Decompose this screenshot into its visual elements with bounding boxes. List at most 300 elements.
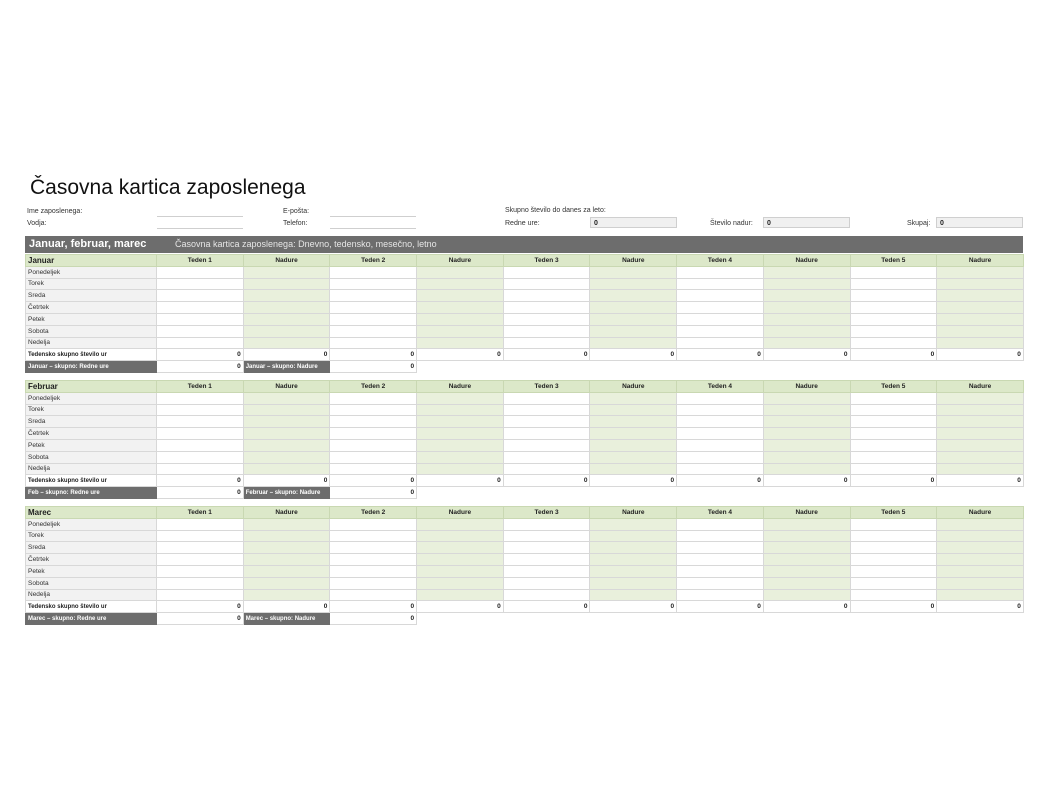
column-header: Nadure (243, 507, 330, 519)
hours-cell[interactable] (850, 266, 937, 278)
overtime-cell[interactable] (243, 565, 330, 577)
hours-cell[interactable] (157, 530, 244, 542)
day-label: Nedelja (26, 589, 157, 601)
overtime-cell[interactable] (590, 392, 677, 404)
hours-cell[interactable] (157, 290, 244, 302)
overtime-cell[interactable] (937, 451, 1024, 463)
hours-cell[interactable] (157, 278, 244, 290)
email-field[interactable] (330, 208, 416, 217)
hours-cell[interactable] (677, 542, 764, 554)
hours-cell[interactable] (677, 463, 764, 475)
hours-cell[interactable] (677, 530, 764, 542)
overtime-cell[interactable] (243, 451, 330, 463)
overtime-cell[interactable] (590, 404, 677, 416)
day-label: Sreda (26, 416, 157, 428)
overtime-cell[interactable] (417, 518, 504, 530)
ytd-regular-label: Redne ure: (505, 220, 540, 227)
ytd-regular-value: 0 (590, 217, 677, 228)
day-label: Sobota (26, 451, 157, 463)
hours-cell[interactable] (677, 278, 764, 290)
overtime-cell[interactable] (243, 392, 330, 404)
hours-cell[interactable] (503, 404, 590, 416)
day-label: Ponedeljek (26, 392, 157, 404)
overtime-cell[interactable] (590, 290, 677, 302)
hours-cell[interactable] (677, 416, 764, 428)
hours-cell[interactable] (503, 451, 590, 463)
hours-cell[interactable] (677, 554, 764, 566)
weekly-total-value: 0 (243, 349, 330, 361)
overtime-cell[interactable] (590, 416, 677, 428)
overtime-cell[interactable] (243, 589, 330, 601)
overtime-cell[interactable] (590, 463, 677, 475)
hours-cell[interactable] (503, 313, 590, 325)
overtime-cell[interactable] (243, 416, 330, 428)
hours-cell[interactable] (850, 542, 937, 554)
hours-cell[interactable] (330, 290, 417, 302)
overtime-cell[interactable] (763, 290, 850, 302)
overtime-cell[interactable] (590, 428, 677, 440)
overtime-cell[interactable] (763, 451, 850, 463)
hours-cell[interactable] (157, 518, 244, 530)
page-title: Časovna kartica zaposlenega (30, 176, 306, 199)
hours-cell[interactable] (850, 518, 937, 530)
overtime-cell[interactable] (417, 428, 504, 440)
overtime-cell[interactable] (417, 577, 504, 589)
hours-cell[interactable] (157, 404, 244, 416)
overtime-cell[interactable] (763, 337, 850, 349)
column-header: Teden 4 (677, 507, 764, 519)
day-label: Torek (26, 530, 157, 542)
day-label: Četrtek (26, 302, 157, 314)
column-header: Teden 3 (503, 507, 590, 519)
table-row (26, 416, 1024, 428)
hours-cell[interactable] (330, 451, 417, 463)
employee-name-field[interactable] (157, 208, 243, 217)
month-name: Marec (26, 507, 157, 519)
table-row (26, 463, 1024, 475)
hours-cell[interactable] (503, 554, 590, 566)
hours-cell[interactable] (677, 392, 764, 404)
hours-cell[interactable] (503, 428, 590, 440)
hours-cell[interactable] (330, 416, 417, 428)
hours-cell[interactable] (677, 518, 764, 530)
overtime-cell[interactable] (763, 392, 850, 404)
overtime-cell[interactable] (937, 565, 1024, 577)
hours-cell[interactable] (850, 302, 937, 314)
hours-cell[interactable] (503, 542, 590, 554)
hours-cell[interactable] (850, 589, 937, 601)
hours-cell[interactable] (677, 302, 764, 314)
day-label: Ponedeljek (26, 266, 157, 278)
hours-cell[interactable] (677, 589, 764, 601)
overtime-cell[interactable] (937, 404, 1024, 416)
overtime-cell[interactable] (590, 554, 677, 566)
quarter-subtitle: Časovna kartica zaposlenega: Dnevno, tedensko, mesečno, letno (175, 239, 437, 249)
weekly-total-value: 0 (243, 601, 330, 613)
hours-cell[interactable] (330, 439, 417, 451)
overtime-cell[interactable] (417, 565, 504, 577)
hours-cell[interactable] (157, 337, 244, 349)
weekly-total-value: 0 (763, 475, 850, 487)
hours-cell[interactable] (850, 577, 937, 589)
column-header: Teden 2 (330, 507, 417, 519)
hours-cell[interactable] (677, 266, 764, 278)
overtime-cell[interactable] (417, 266, 504, 278)
column-header: Nadure (763, 507, 850, 519)
overtime-cell[interactable] (590, 266, 677, 278)
hours-cell[interactable] (677, 439, 764, 451)
hours-cell[interactable] (503, 302, 590, 314)
table-row (26, 313, 1024, 325)
column-header: Teden 2 (330, 381, 417, 393)
overtime-cell[interactable] (763, 325, 850, 337)
weekly-total-label: Tedensko skupno število ur (26, 475, 157, 487)
overtime-cell[interactable] (590, 439, 677, 451)
manager-field[interactable] (157, 220, 243, 229)
overtime-cell[interactable] (763, 589, 850, 601)
day-label: Sreda (26, 542, 157, 554)
overtime-cell[interactable] (937, 439, 1024, 451)
overtime-cell[interactable] (937, 392, 1024, 404)
overtime-cell[interactable] (590, 337, 677, 349)
overtime-cell[interactable] (763, 313, 850, 325)
overtime-total-label: Januar – skupno: Nadure (243, 361, 330, 373)
quarter-band (25, 236, 1023, 253)
day-label: Sobota (26, 325, 157, 337)
hours-cell[interactable] (330, 530, 417, 542)
day-label: Nedelja (26, 463, 157, 475)
overtime-cell[interactable] (590, 518, 677, 530)
overtime-cell[interactable] (763, 554, 850, 566)
overtime-cell[interactable] (937, 542, 1024, 554)
hours-cell[interactable] (677, 325, 764, 337)
weekly-total-value: 0 (937, 475, 1024, 487)
hours-cell[interactable] (157, 451, 244, 463)
hours-cell[interactable] (850, 416, 937, 428)
overtime-cell[interactable] (243, 302, 330, 314)
overtime-cell[interactable] (417, 325, 504, 337)
overtime-cell[interactable] (417, 404, 504, 416)
day-label: Četrtek (26, 554, 157, 566)
manager-label: Vodja: (27, 220, 47, 227)
overtime-cell[interactable] (590, 451, 677, 463)
weekly-total-value: 0 (417, 601, 504, 613)
weekly-total-value: 0 (157, 475, 244, 487)
hours-cell[interactable] (503, 530, 590, 542)
hours-cell[interactable] (850, 530, 937, 542)
weekly-total-value: 0 (937, 349, 1024, 361)
overtime-cell[interactable] (937, 302, 1024, 314)
overtime-cell[interactable] (417, 416, 504, 428)
overtime-cell[interactable] (417, 451, 504, 463)
hours-cell[interactable] (503, 416, 590, 428)
column-header: Teden 3 (503, 381, 590, 393)
weekly-total-value: 0 (330, 349, 417, 361)
column-header: Nadure (417, 381, 504, 393)
hours-cell[interactable] (677, 428, 764, 440)
weekly-total-value: 0 (763, 349, 850, 361)
column-header: Teden 1 (157, 381, 244, 393)
hours-cell[interactable] (157, 416, 244, 428)
overtime-cell[interactable] (937, 325, 1024, 337)
column-header: Teden 1 (157, 255, 244, 267)
table-row (26, 337, 1024, 349)
day-label: Sobota (26, 577, 157, 589)
overtime-cell[interactable] (243, 554, 330, 566)
phone-label: Telefon: (283, 220, 308, 227)
hours-cell[interactable] (157, 554, 244, 566)
column-header: Nadure (937, 381, 1024, 393)
overtime-cell[interactable] (763, 463, 850, 475)
table-row (26, 302, 1024, 314)
overtime-cell[interactable] (937, 313, 1024, 325)
hours-cell[interactable] (157, 565, 244, 577)
hours-cell[interactable] (330, 542, 417, 554)
overtime-cell[interactable] (763, 428, 850, 440)
overtime-cell[interactable] (763, 266, 850, 278)
hours-cell[interactable] (850, 439, 937, 451)
overtime-cell[interactable] (763, 530, 850, 542)
hours-cell[interactable] (850, 463, 937, 475)
phone-field[interactable] (330, 220, 416, 229)
column-header: Teden 5 (850, 381, 937, 393)
overtime-cell[interactable] (763, 302, 850, 314)
overtime-cell[interactable] (763, 542, 850, 554)
hours-cell[interactable] (850, 337, 937, 349)
hours-cell[interactable] (330, 313, 417, 325)
hours-cell[interactable] (850, 451, 937, 463)
ytd-overtime-label: Število nadur: (710, 220, 753, 227)
weekly-total-value: 0 (417, 475, 504, 487)
hours-cell[interactable] (503, 565, 590, 577)
hours-cell[interactable] (850, 428, 937, 440)
hours-cell[interactable] (503, 392, 590, 404)
hours-cell[interactable] (677, 337, 764, 349)
overtime-cell[interactable] (417, 302, 504, 314)
hours-cell[interactable] (330, 392, 417, 404)
overtime-cell[interactable] (590, 565, 677, 577)
overtime-cell[interactable] (937, 290, 1024, 302)
hours-cell[interactable] (503, 577, 590, 589)
table-row (26, 451, 1024, 463)
overtime-cell[interactable] (243, 463, 330, 475)
hours-cell[interactable] (850, 392, 937, 404)
overtime-cell[interactable] (590, 302, 677, 314)
weekly-total-value: 0 (503, 475, 590, 487)
hours-cell[interactable] (157, 302, 244, 314)
overtime-cell[interactable] (417, 278, 504, 290)
overtime-cell[interactable] (937, 554, 1024, 566)
overtime-cell[interactable] (243, 266, 330, 278)
weekly-total-label: Tedensko skupno število ur (26, 601, 157, 613)
hours-cell[interactable] (850, 290, 937, 302)
overtime-cell[interactable] (243, 337, 330, 349)
hours-cell[interactable] (850, 278, 937, 290)
hours-cell[interactable] (330, 325, 417, 337)
hours-cell[interactable] (330, 404, 417, 416)
table-row (26, 428, 1024, 440)
hours-cell[interactable] (503, 266, 590, 278)
overtime-cell[interactable] (417, 313, 504, 325)
overtime-cell[interactable] (243, 542, 330, 554)
weekly-total-value: 0 (157, 601, 244, 613)
hours-cell[interactable] (330, 302, 417, 314)
hours-cell[interactable] (157, 325, 244, 337)
weekly-total-value: 0 (677, 475, 764, 487)
day-label: Ponedeljek (26, 518, 157, 530)
weekly-total-value: 0 (330, 601, 417, 613)
overtime-cell[interactable] (243, 404, 330, 416)
overtime-cell[interactable] (590, 589, 677, 601)
overtime-cell[interactable] (243, 290, 330, 302)
hours-cell[interactable] (157, 463, 244, 475)
hours-cell[interactable] (850, 325, 937, 337)
employee-name-label: Ime zaposlenega: (27, 208, 83, 215)
overtime-total-value: 0 (330, 361, 417, 373)
weekly-total-value: 0 (243, 475, 330, 487)
hours-cell[interactable] (503, 589, 590, 601)
overtime-cell[interactable] (590, 542, 677, 554)
day-label: Petek (26, 439, 157, 451)
regular-total-value: 0 (157, 487, 244, 499)
overtime-cell[interactable] (763, 577, 850, 589)
regular-total-value: 0 (157, 361, 244, 373)
overtime-cell[interactable] (243, 518, 330, 530)
hours-cell[interactable] (677, 404, 764, 416)
overtime-cell[interactable] (590, 577, 677, 589)
hours-cell[interactable] (330, 518, 417, 530)
overtime-cell[interactable] (937, 428, 1024, 440)
column-header: Teden 5 (850, 507, 937, 519)
hours-cell[interactable] (157, 313, 244, 325)
column-header: Nadure (590, 507, 677, 519)
overtime-cell[interactable] (243, 439, 330, 451)
weekly-total-value: 0 (677, 601, 764, 613)
table-row (26, 577, 1024, 589)
overtime-cell[interactable] (937, 518, 1024, 530)
overtime-cell[interactable] (937, 266, 1024, 278)
overtime-cell[interactable] (243, 313, 330, 325)
hours-cell[interactable] (677, 451, 764, 463)
hours-cell[interactable] (677, 565, 764, 577)
overtime-cell[interactable] (417, 439, 504, 451)
month-name: Januar (26, 255, 157, 267)
column-header: Teden 4 (677, 255, 764, 267)
hours-cell[interactable] (850, 404, 937, 416)
overtime-cell[interactable] (937, 337, 1024, 349)
hours-cell[interactable] (157, 428, 244, 440)
hours-cell[interactable] (330, 577, 417, 589)
overtime-cell[interactable] (763, 565, 850, 577)
hours-cell[interactable] (330, 463, 417, 475)
weekly-total-value: 0 (850, 349, 937, 361)
overtime-cell[interactable] (590, 325, 677, 337)
hours-cell[interactable] (503, 518, 590, 530)
overtime-cell[interactable] (417, 589, 504, 601)
overtime-cell[interactable] (417, 542, 504, 554)
hours-cell[interactable] (157, 577, 244, 589)
overtime-cell[interactable] (243, 325, 330, 337)
hours-cell[interactable] (157, 392, 244, 404)
overtime-cell[interactable] (417, 392, 504, 404)
overtime-cell[interactable] (763, 416, 850, 428)
hours-cell[interactable] (330, 278, 417, 290)
regular-total-label: Feb – skupno: Redne ure (26, 487, 157, 499)
overtime-cell[interactable] (417, 290, 504, 302)
hours-cell[interactable] (330, 266, 417, 278)
overtime-cell[interactable] (937, 589, 1024, 601)
overtime-cell[interactable] (937, 577, 1024, 589)
overtime-cell[interactable] (243, 428, 330, 440)
overtime-cell[interactable] (417, 554, 504, 566)
hours-cell[interactable] (157, 266, 244, 278)
overtime-cell[interactable] (937, 278, 1024, 290)
hours-cell[interactable] (850, 313, 937, 325)
overtime-cell[interactable] (590, 313, 677, 325)
ytd-label: Skupno število do danes za leto: (505, 207, 606, 214)
overtime-cell[interactable] (937, 463, 1024, 475)
hours-cell[interactable] (503, 439, 590, 451)
overtime-cell[interactable] (417, 530, 504, 542)
hours-cell[interactable] (850, 565, 937, 577)
hours-cell[interactable] (330, 337, 417, 349)
overtime-cell[interactable] (937, 416, 1024, 428)
ytd-total-label: Skupaj: (907, 220, 931, 227)
month-table-januar (25, 254, 1024, 373)
hours-cell[interactable] (677, 290, 764, 302)
hours-cell[interactable] (677, 313, 764, 325)
hours-cell[interactable] (503, 463, 590, 475)
hours-cell[interactable] (330, 565, 417, 577)
overtime-cell[interactable] (590, 530, 677, 542)
overtime-cell[interactable] (937, 530, 1024, 542)
hours-cell[interactable] (503, 290, 590, 302)
hours-cell[interactable] (330, 589, 417, 601)
overtime-cell[interactable] (243, 278, 330, 290)
overtime-cell[interactable] (243, 577, 330, 589)
weekly-total-value: 0 (937, 601, 1024, 613)
weekly-total-value: 0 (850, 601, 937, 613)
hours-cell[interactable] (157, 589, 244, 601)
hours-cell[interactable] (503, 337, 590, 349)
overtime-cell[interactable] (763, 278, 850, 290)
overtime-cell[interactable] (417, 463, 504, 475)
ytd-overtime-value: 0 (763, 217, 850, 228)
hours-cell[interactable] (503, 278, 590, 290)
hours-cell[interactable] (677, 577, 764, 589)
column-header: Nadure (243, 255, 330, 267)
hours-cell[interactable] (330, 554, 417, 566)
table-row (26, 290, 1024, 302)
overtime-cell[interactable] (243, 530, 330, 542)
column-header: Teden 4 (677, 381, 764, 393)
hours-cell[interactable] (330, 428, 417, 440)
weekly-total-value: 0 (763, 601, 850, 613)
hours-cell[interactable] (503, 325, 590, 337)
hours-cell[interactable] (157, 439, 244, 451)
overtime-cell[interactable] (417, 337, 504, 349)
hours-cell[interactable] (157, 542, 244, 554)
hours-cell[interactable] (850, 554, 937, 566)
month-table-februar (25, 380, 1024, 499)
overtime-cell[interactable] (763, 439, 850, 451)
overtime-cell[interactable] (763, 518, 850, 530)
overtime-cell[interactable] (590, 278, 677, 290)
table-row (26, 439, 1024, 451)
overtime-cell[interactable] (763, 404, 850, 416)
weekly-total-value: 0 (330, 475, 417, 487)
day-label: Torek (26, 404, 157, 416)
